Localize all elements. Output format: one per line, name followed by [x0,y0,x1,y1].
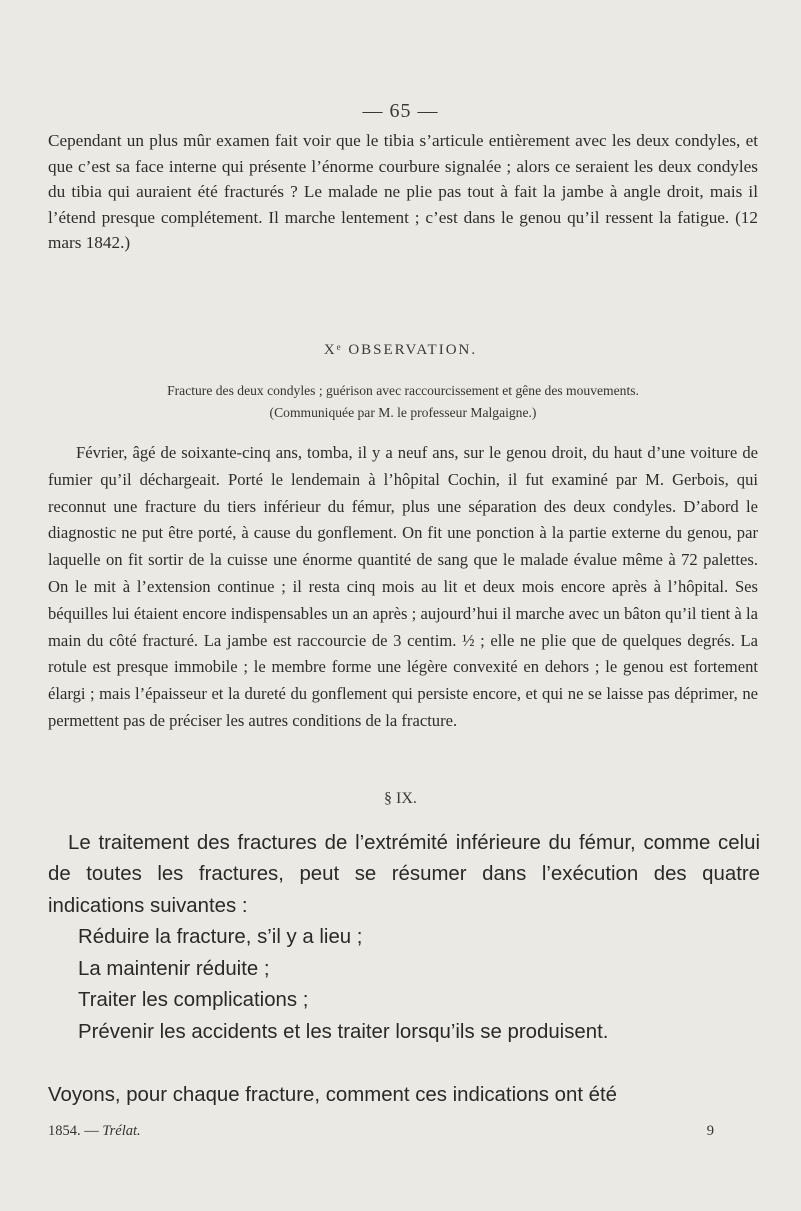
page-number: — 65 — [362,100,439,122]
section-intro-paragraph: Le traitement des fractures de l’extrémité inférieure du fémur, comme celui de toutes les fractures, peut se résumer dans l’exécution des quatre indications suivantes : [48,832,760,917]
section-heading: § IX. [384,790,417,807]
observation-title: Xᵉ OBSERVATION. [323,342,478,358]
paragraph-case-continuation: Cependant un plus mûr examen fait voir que le tibia s’articule entièrement avec les deux condyles, et que c’est sa face interne qui présente l’énorme courbure signalée ; alors ce seraient les deux condyles du tibia qui auraient été fracturés ? Le malade ne plie pas tout à fait la jambe à angle droit, mais il l’étend presque complétement. Il marche lentement ; c’est dans le genou qu’il ressent la fatigue. (12 mars 1842.) [48,131,758,253]
paragraph-observation-case: Février, âgé de soixante-cinq ans, tomba, il y a neuf ans, sur le genou droit, du haut d’une voiture de fumier qu’il déchargeait. Porté le lendemain à l’hôpital Cochin, il fut examiné par M. Gerbois, qui reconnut une fracture du tiers inférieur du fémur, plus une séparation des deux condyles. D’abord le diagnostic ne put être porté, à cause du gonflement. On fit une ponction à la partie externe du genou, par laquelle on fit sortir de la cuisse une énorme quantité de sang que le malade évalue même à 72 palettes. On le mit à l’extension continue ; il resta cinq mois au lit et deux mois encore après à l’hôpital. Ses béquilles lui étaient encore indispensables un an après ; aujourd’hui il marche avec un bâton qu’il tient à la main du côté fracturé. La jambe est raccourcie de 3 centim. ½ ; elle ne plie que de quelques degrés. La rotule est presque immobile ; le membre forme une légère convexité en dehors ; le genou est fortement élargi ; mais l’épaisseur et la dureté du gonflement qui persiste encore, et qui ne se laisse pas déprimer, ne permettent pas de préciser les autres conditions de la fracture. [48,443,758,730]
footer-separator: — [84,1123,99,1139]
signature-mark: 9 [706,1123,714,1139]
footer-year: 1854. [48,1123,81,1139]
footer-author: Trélat. [102,1123,141,1139]
signature-left [48,1123,141,1140]
observation-subtitle [48,380,758,424]
observation-subtitle-line-2: (Communiquée par M. le professeur Malgaigne.) [269,405,537,420]
list-item: Traiter les complications ; [78,989,309,1012]
closing-line: Voyons, pour chaque fracture, comment ces indications ont été [48,1084,617,1106]
list-item: La maintenir réduite ; [78,957,270,980]
indications-list [78,922,768,1048]
observation-subtitle-line-1: Fracture des deux condyles ; guérison avec raccourcissement et gêne des mouvements. [167,383,639,398]
list-item: Réduire la fracture, s’il y a lieu ; [78,926,363,948]
list-item: Prévenir les accidents et les traiter lorsqu’ils se produisent. [78,1020,609,1043]
